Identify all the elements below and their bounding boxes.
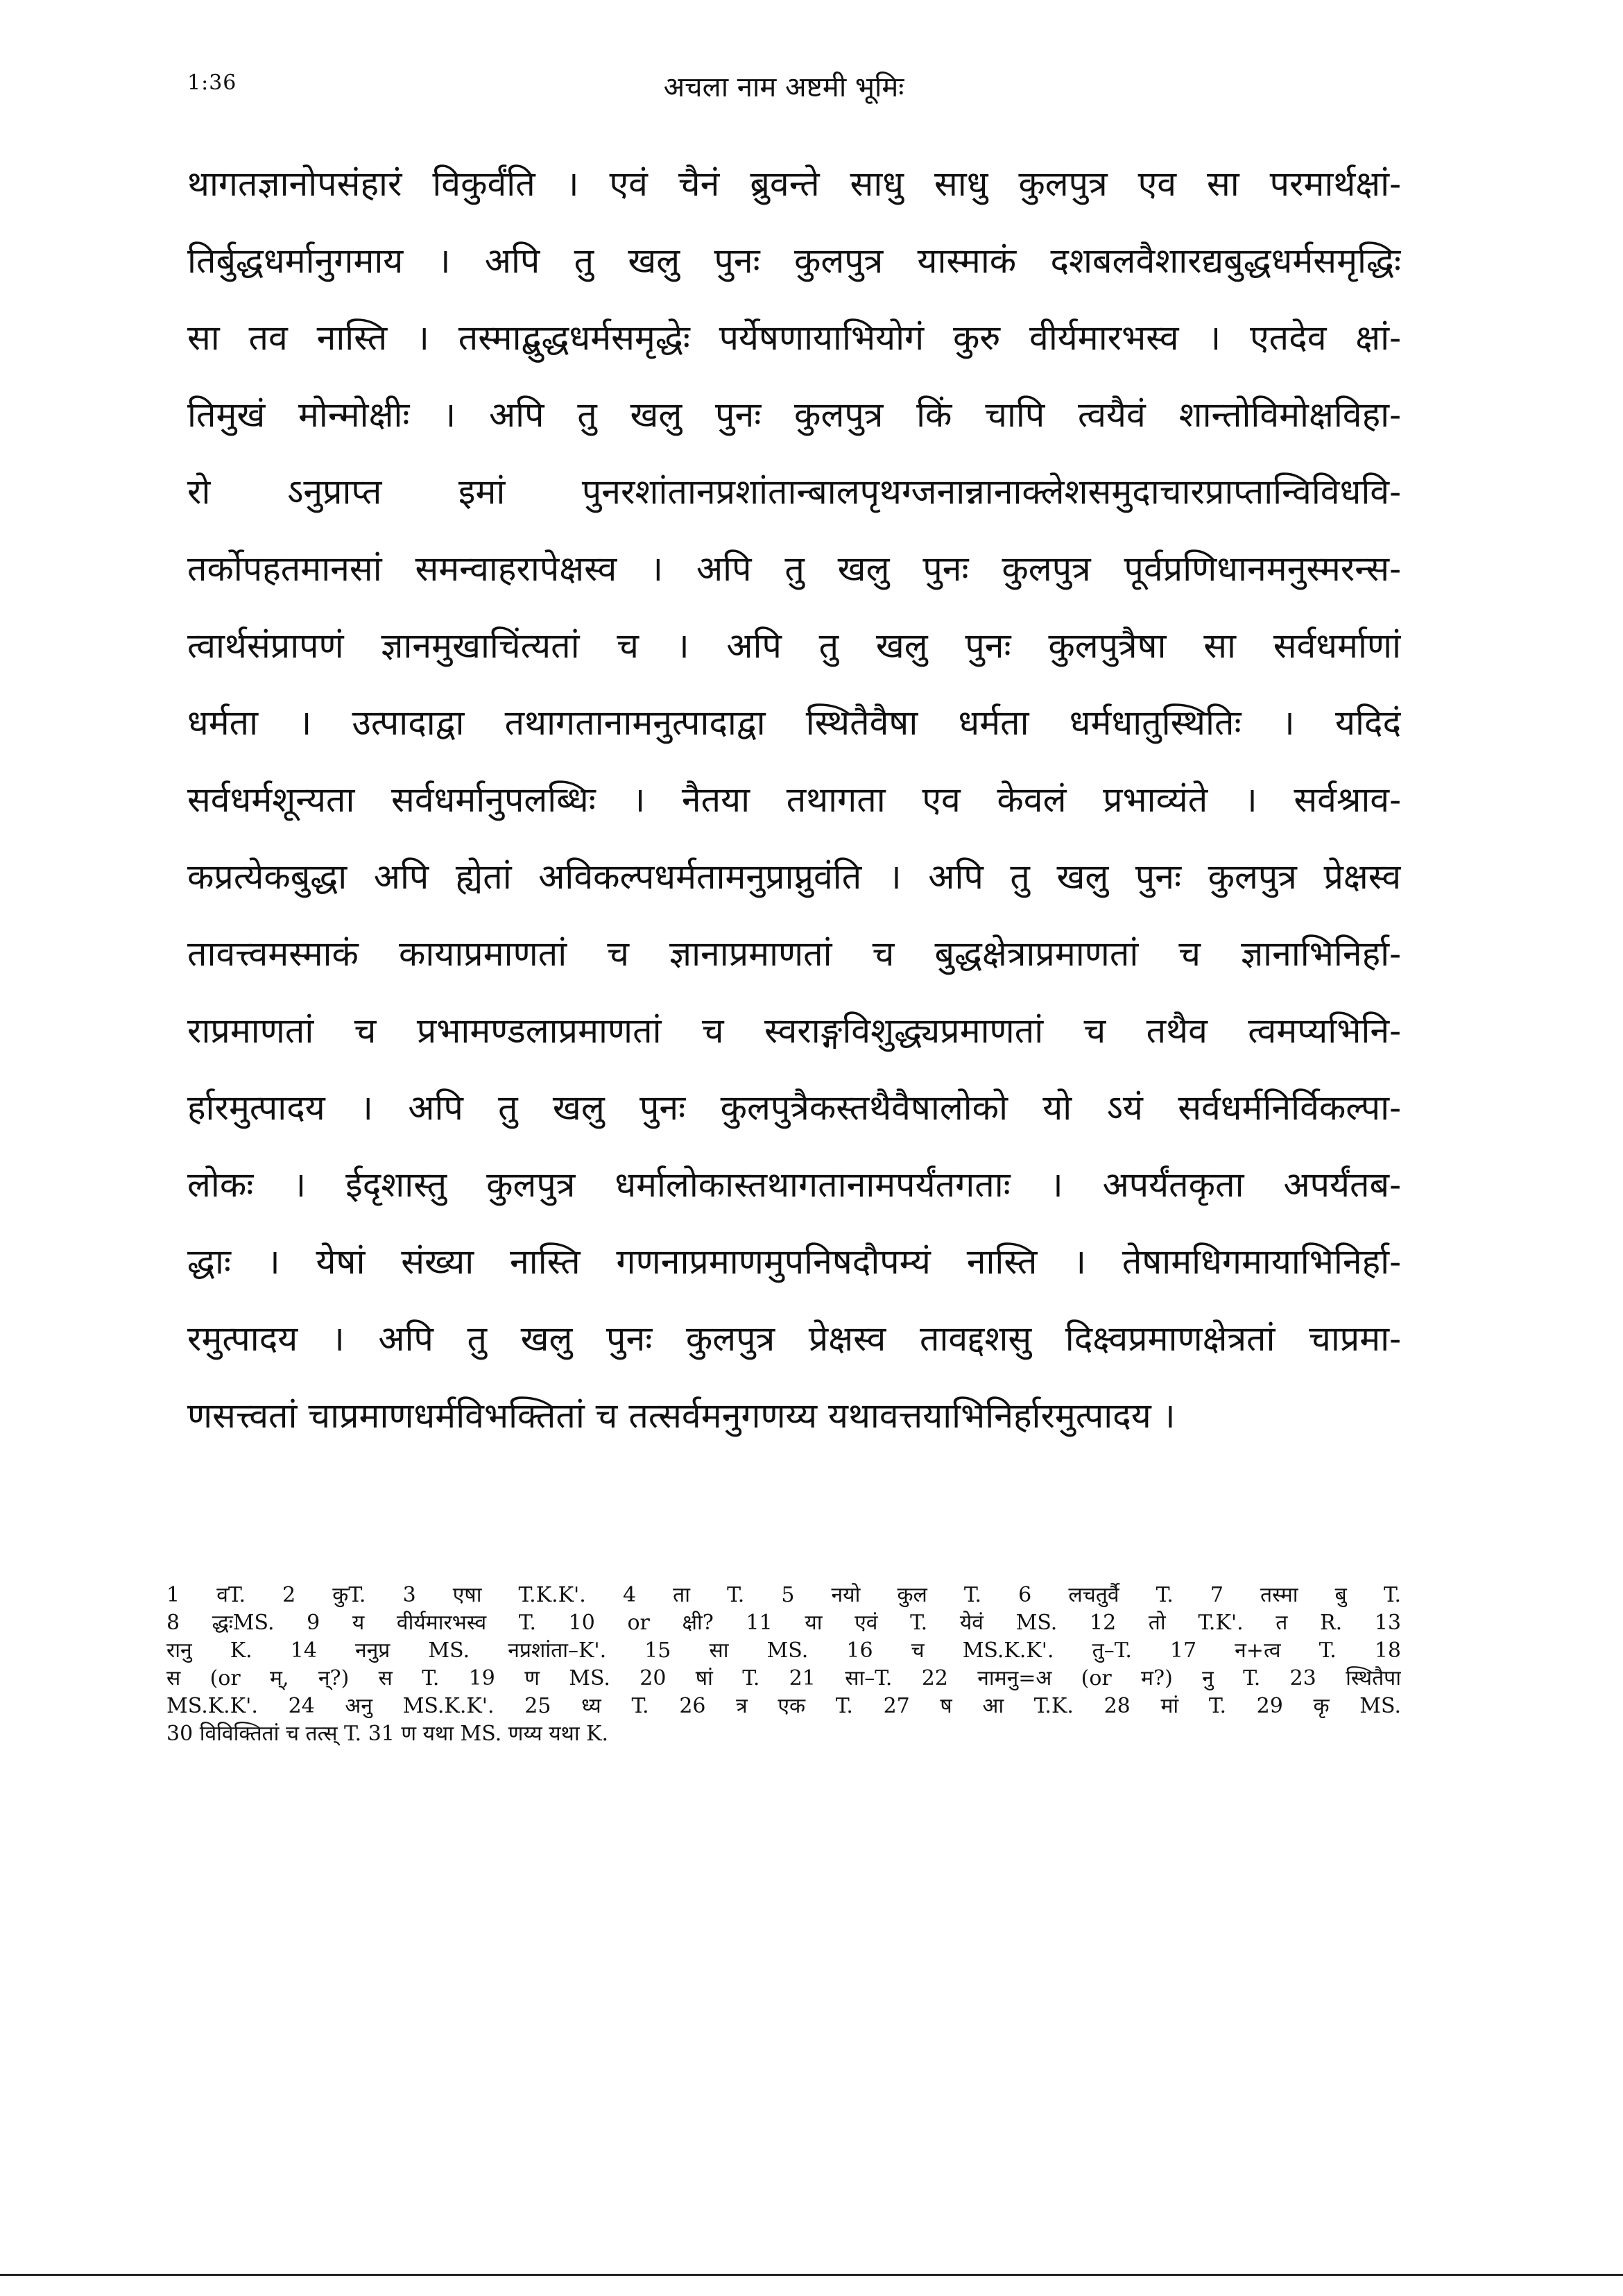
page-header	[166, 67, 1401, 108]
text-line: कप्रत्येकबुद्धा अपि ह्येतां अविकल्पधर्मतामनुप्राप्नुवंति । अपि तु खलु पुनः कुलपुत्र प्रेक्षस्व	[187, 857, 1401, 897]
text-line: र्हारमुत्पादय । अपि तु खलु पुनः कुलपुत्रैकस्तथैवैषालोको यो ऽयं सर्वधर्मनिर्विकल्पा-	[187, 1088, 1401, 1128]
text-line: रो ऽनुप्राप्त इमां पुनरशांतानप्रशांतान्बालपृथग्जनान्नानाक्लेशसमुदाचारप्राप्तान्विविधवि-	[187, 472, 1401, 512]
footnote-line: स (or म्, न्?) स T. 19 ण MS. 20 षां T. 21 सा–T. 22 नामनु=अ (or म?) नु T. 23 स्थितैपा	[166, 1666, 1401, 1690]
text-line: सर्वधर्मशून्यता सर्वधर्मानुपलब्धिः । नैतया तथागता एव केवलं प्रभाव्यंते । सर्वश्राव-	[187, 780, 1401, 820]
page-number: 1:36	[187, 71, 237, 95]
footnotes	[166, 1582, 1401, 1748]
footnote-line: MS.K.K'. 24 अनु MS.K.K'. 25 ध्य T. 26 त्र एक T. 27 ष आ T.K. 28 मां T. 29 कृ MS.	[166, 1694, 1401, 1718]
text-line: तिर्बुद्धधर्मानुगमाय । अपि तु खलु पुनः कुलपुत्र यास्माकं दशबलवैशारद्यबुद्धधर्मसमृद्धिः	[187, 241, 1401, 281]
text-line: द्धाः । येषां संख्या नास्ति गणनाप्रमाणमुपनिषदौपम्यं नास्ति । तेषामधिगमायाभिनिर्हा-	[187, 1242, 1401, 1282]
text-line: तर्कोपहतमानसां समन्वाहरापेक्षस्व । अपि तु खलु पुनः कुलपुत्र पूर्वप्रणिधानमनुस्मरन्स-	[187, 549, 1401, 589]
footnote-line: 8 द्धःMS. 9 य वीर्यमारभस्व T. 10 or क्षी? 11 या एवं T. येवं MS. 12 तो T.K'. त R. 13	[166, 1611, 1401, 1635]
footnote-line: 30 विविक्तितां च तत्स् T. 31 ण यथा MS. णय्य यथा K.	[166, 1722, 609, 1746]
text-line: त्वार्थसंप्रापणं ज्ञानमुखाचिंत्यतां च । अपि तु खलु पुनः कुलपुत्रैषा सा सर्वधर्माणां	[187, 626, 1401, 666]
main-text	[187, 146, 1401, 1455]
text-line: सा तव नास्ति । तस्माद्बुद्धधर्मसमृद्धेः पर्येषणायाभियोगं कुरु वीर्यमारभस्व । एतदेव क्षां-	[187, 318, 1401, 358]
footnote-line: रानु K. 14 ननुप्र MS. नप्रशांता–K'. 15 सा MS. 16 च MS.K.K'. तु–T. 17 न+त्व T. 18	[166, 1638, 1401, 1663]
text-line: तावत्त्वमस्माकं कायाप्रमाणतां च ज्ञानाप्रमाणतां च बुद्धक्षेत्राप्रमाणतां च ज्ञानाभिनिर्हा-	[187, 934, 1401, 974]
running-title: अचला नाम अष्टमी भूमिः	[663, 71, 904, 103]
text-line: राप्रमाणतां च प्रभामण्डलाप्रमाणतां च स्वराङ्गविशुद्ध्यप्रमाणतां च तथैव त्वमप्यभिनि-	[187, 1011, 1401, 1051]
text-line: णसत्त्वतां चाप्रमाणधर्मविभक्तितां च तत्सर्वमनुगणय्य यथावत्तयाभिनिर्हारमुत्पादय ।	[187, 1396, 1176, 1436]
text-line: तिमुखं मोन्मोक्षीः । अपि तु खलु पुनः कुलपुत्र किं चापि त्वयैवं शान्तोविमोक्षविहा-	[187, 395, 1401, 435]
text-line: धर्मता । उत्पादाद्वा तथागतानामनुत्पादाद्वा स्थितैवैषा धर्मता धर्मधातुस्थितिः । यदिदं	[187, 703, 1401, 743]
footnote-line: 1 वT. 2 कुT. 3 एषा T.K.K'. 4 ता T. 5 नयो कुल T. 6 लचतुर्वै T. 7 तस्मा बु T.	[166, 1583, 1401, 1607]
text-line: लोकः । ईदृशास्तु कुलपुत्र धर्मालोकास्तथागतानामपर्यंतगताः । अपर्यंतकृता अपर्यंतब-	[187, 1165, 1401, 1205]
text-line: थागतज्ञानोपसंहारं विकुर्वंति । एवं चैनं ब्रुवन्ते साधु साधु कुलपुत्र एव सा परमार्थक्षां-	[187, 164, 1401, 204]
bottom-rule	[0, 2274, 1623, 2276]
text-line: रमुत्पादय । अपि तु खलु पुनः कुलपुत्र प्रेक्षस्व तावद्दशसु दिक्ष्वप्रमाणक्षेत्रतां चाप्रमा-	[187, 1319, 1401, 1359]
